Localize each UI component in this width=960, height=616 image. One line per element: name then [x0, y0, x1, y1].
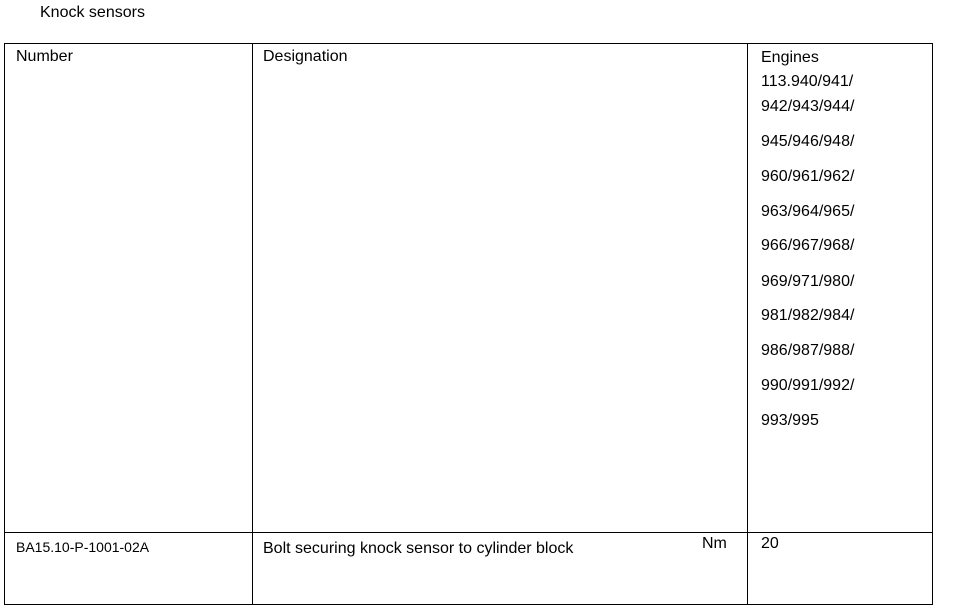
- header-engines: Engines: [761, 49, 819, 66]
- page-title: Knock sensors: [40, 4, 145, 21]
- engine-list-line: 986/987/988/: [761, 342, 855, 359]
- column-divider: [747, 44, 748, 604]
- spec-table: [4, 43, 933, 605]
- engine-list-line: 981/982/984/: [761, 307, 855, 324]
- engine-list-line: 990/991/992/: [761, 377, 855, 394]
- engine-list-line: 993/995: [761, 412, 819, 429]
- row-divider: [5, 532, 932, 533]
- engine-list-line: 113.940/941/: [761, 73, 854, 90]
- engine-list-line: 963/964/965/: [761, 203, 855, 220]
- engine-list-line: 969/971/980/: [761, 273, 855, 290]
- row-number: BA15.10-P-1001-02A: [16, 539, 150, 555]
- header-designation: Designation: [263, 48, 348, 65]
- row-unit: Nm: [702, 535, 727, 552]
- row-designation: Bolt securing knock sensor to cylinder block: [263, 540, 574, 557]
- column-divider: [252, 44, 253, 604]
- engine-list-line: 945/946/948/: [761, 133, 855, 150]
- row-value: 20: [761, 535, 779, 552]
- engine-list-line: 960/961/962/: [761, 168, 855, 185]
- header-number: Number: [16, 48, 73, 65]
- engine-list-line: 942/943/944/: [761, 98, 855, 115]
- engine-list-line: 966/967/968/: [761, 237, 855, 254]
